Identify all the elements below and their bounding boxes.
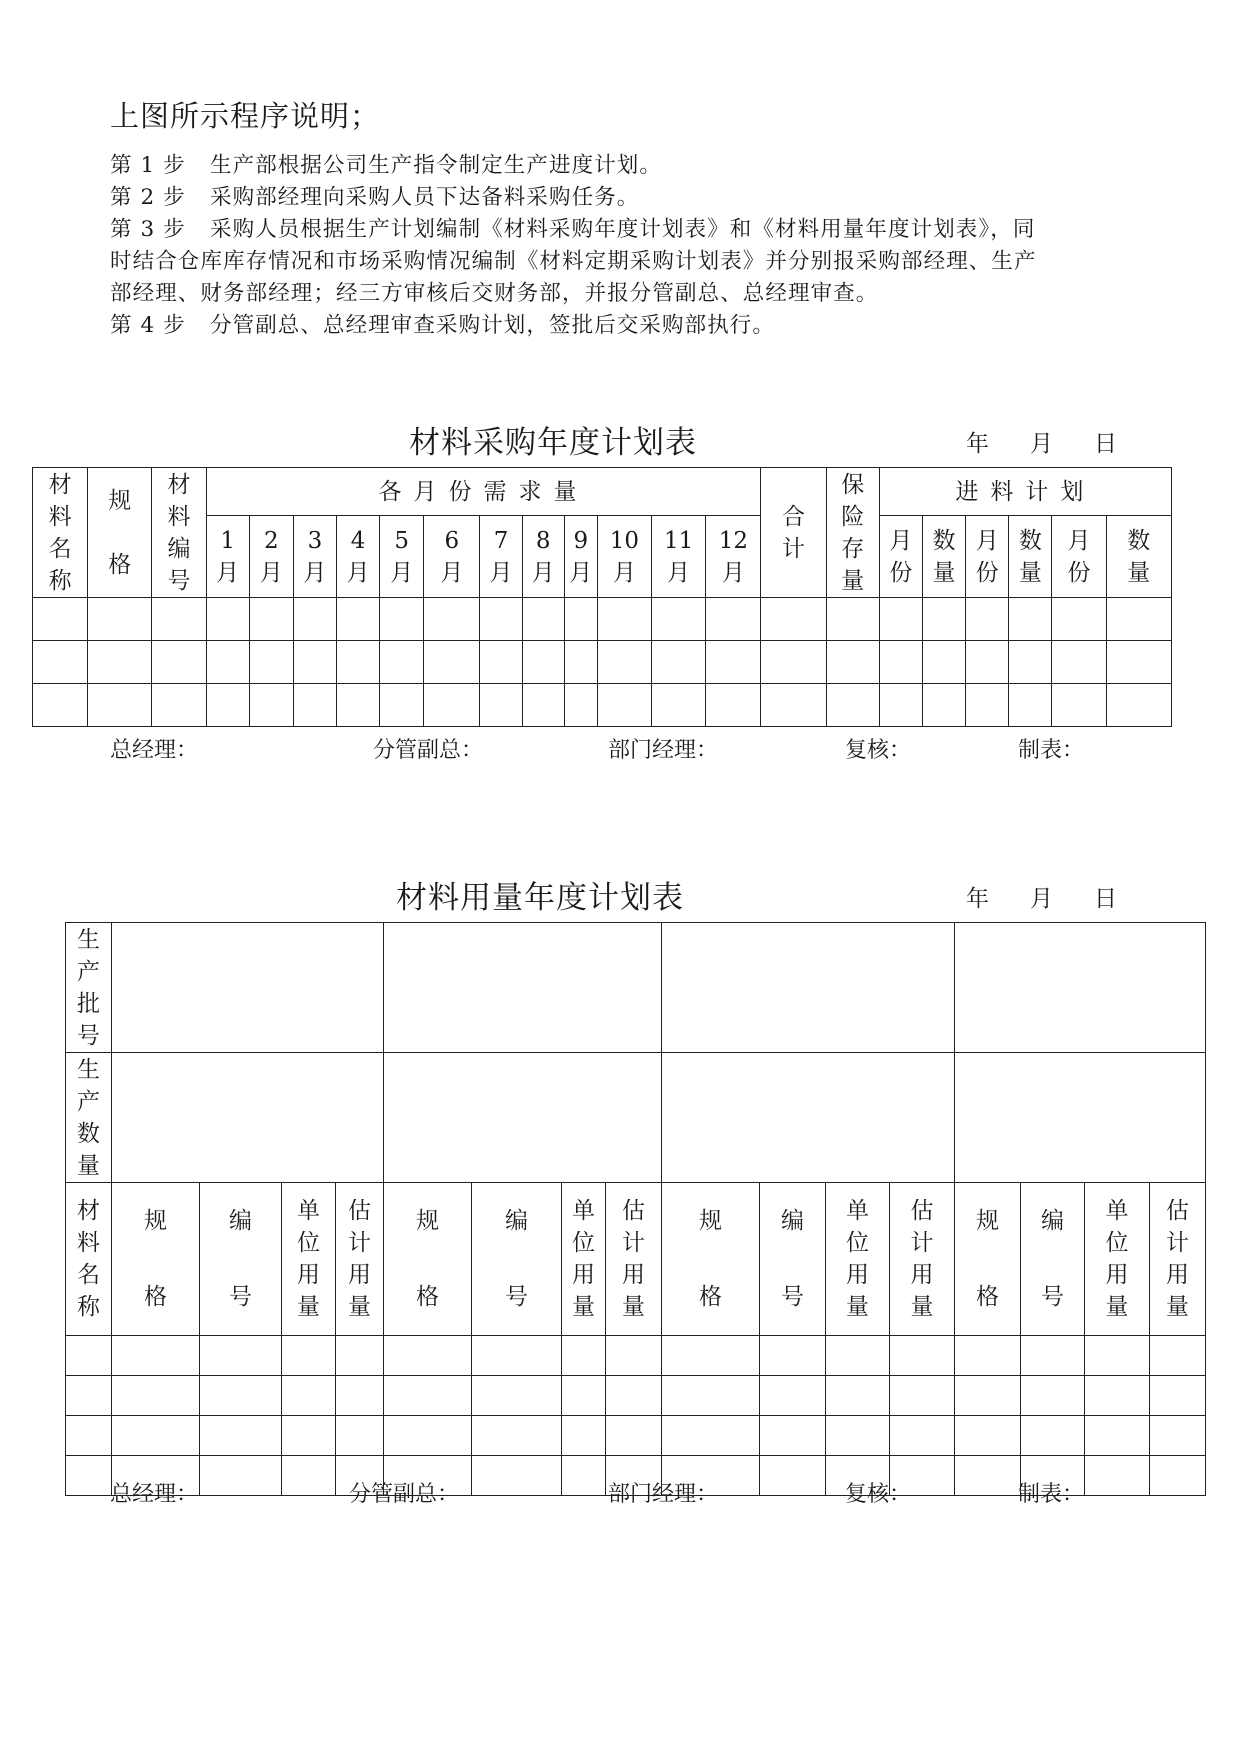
header-month: 5月 <box>380 516 424 598</box>
header-spec: 规格 <box>955 1183 1021 1336</box>
table-row <box>33 684 1172 727</box>
sig-general-manager: 总经理： <box>110 738 199 763</box>
sig-deputy: 分管副总： <box>349 1482 460 1507</box>
header-unit-usage: 单位用量 <box>282 1183 336 1336</box>
step-label: 第 4 步 <box>110 313 186 338</box>
row-header-batch-no: 生产批号 <box>66 923 112 1053</box>
header-incoming-month: 月份 <box>879 516 922 598</box>
header-incoming-month: 月份 <box>966 516 1009 598</box>
header-safety-stock: 保险存量 <box>826 468 879 598</box>
header-unit-usage: 单位用量 <box>1085 1183 1150 1336</box>
header-incoming-plan: 进料计划 <box>879 468 1171 516</box>
step-text: 采购部经理向采购人员下达备料采购任务。 <box>210 185 640 210</box>
header-number: 编号 <box>472 1183 562 1336</box>
header-number: 编号 <box>1021 1183 1085 1336</box>
purchase-table-title: 材料采购年度计划表 <box>409 425 697 461</box>
header-material-name: 材料名称 <box>66 1183 112 1336</box>
header-month: 8月 <box>522 516 564 598</box>
table-row <box>33 641 1172 684</box>
header-month: 6月 <box>424 516 480 598</box>
table-row <box>66 1416 1206 1456</box>
header-spec: 规格 <box>384 1183 472 1336</box>
sig-preparer: 制表： <box>1018 1482 1085 1507</box>
intro-title: 上图所示程序说明； <box>110 99 381 133</box>
step-label: 第 3 步 <box>110 217 186 242</box>
header-month: 10月 <box>597 516 651 598</box>
sig-deputy: 分管副总： <box>373 738 484 763</box>
usage-plan-table <box>65 922 1206 1496</box>
date-year-label: 年 <box>966 886 989 912</box>
header-unit-usage: 单位用量 <box>562 1183 606 1336</box>
sig-reviewer: 复核： <box>845 738 912 763</box>
header-spec: 规格 <box>112 1183 200 1336</box>
step-text: 分管副总、总经理审查采购计划，签批后交采购部执行。 <box>210 313 776 338</box>
sig-dept-manager: 部门经理： <box>608 738 719 763</box>
header-monthly-demand: 各月份需求量 <box>206 468 761 516</box>
header-estimated-usage: 估计用量 <box>606 1183 662 1336</box>
header-month: 3月 <box>293 516 336 598</box>
header-incoming-qty: 数量 <box>922 516 965 598</box>
header-month: 1月 <box>206 516 249 598</box>
header-incoming-month: 月份 <box>1052 516 1106 598</box>
header-month: 9月 <box>564 516 597 598</box>
header-incoming-qty: 数量 <box>1009 516 1052 598</box>
date-month-label: 月 <box>1030 431 1053 457</box>
header-number: 编号 <box>760 1183 826 1336</box>
table-row <box>66 1336 1206 1376</box>
header-estimated-usage: 估计用量 <box>336 1183 384 1336</box>
header-month: 12月 <box>706 516 761 598</box>
purchase-plan-table <box>32 467 1172 727</box>
header-month: 2月 <box>249 516 293 598</box>
header-material-name: 材料名称 <box>33 468 88 598</box>
step-label: 第 2 步 <box>110 185 186 210</box>
sig-general-manager: 总经理： <box>110 1482 199 1507</box>
header-month: 11月 <box>652 516 706 598</box>
header-spec: 规格 <box>88 468 152 598</box>
table-row <box>33 598 1172 641</box>
sig-preparer: 制表： <box>1018 738 1085 763</box>
date-month-label: 月 <box>1030 886 1053 912</box>
sig-dept-manager: 部门经理： <box>608 1482 719 1507</box>
step-3-continuation: 时结合仓库库存情况和市场采购情况编制《材料定期采购计划表》并分别报采购部经理、生产 <box>110 249 1037 274</box>
table-row <box>66 1376 1206 1416</box>
usage-table-title: 材料用量年度计划表 <box>396 880 684 916</box>
date-year-label: 年 <box>966 431 989 457</box>
header-month: 7月 <box>480 516 522 598</box>
header-month: 4月 <box>337 516 380 598</box>
step-1 <box>110 148 662 179</box>
date-day-label: 日 <box>1094 886 1117 912</box>
step-3-continuation: 部经理、财务部经理；经三方审核后交财务部，并报分管副总、总经理审查。 <box>110 281 879 306</box>
date-day-label: 日 <box>1094 431 1117 457</box>
header-material-no: 材料编号 <box>152 468 206 598</box>
step-4 <box>110 308 775 339</box>
header-estimated-usage: 估计用量 <box>890 1183 955 1336</box>
header-number: 编号 <box>200 1183 282 1336</box>
header-incoming-qty: 数量 <box>1106 516 1171 598</box>
step-text: 生产部根据公司生产指令制定生产进度计划。 <box>210 153 663 178</box>
sig-reviewer: 复核： <box>845 1482 912 1507</box>
step-2 <box>110 180 639 211</box>
step-text: 采购人员根据生产计划编制《材料采购年度计划表》和《材料用量年度计划表》，同 <box>210 217 1036 242</box>
step-label: 第 1 步 <box>110 153 186 178</box>
header-total: 合计 <box>761 468 826 598</box>
header-spec: 规格 <box>662 1183 760 1336</box>
step-3 <box>110 212 1035 243</box>
row-header-quantity: 生产数量 <box>66 1053 112 1183</box>
header-estimated-usage: 估计用量 <box>1150 1183 1206 1336</box>
header-unit-usage: 单位用量 <box>826 1183 890 1336</box>
